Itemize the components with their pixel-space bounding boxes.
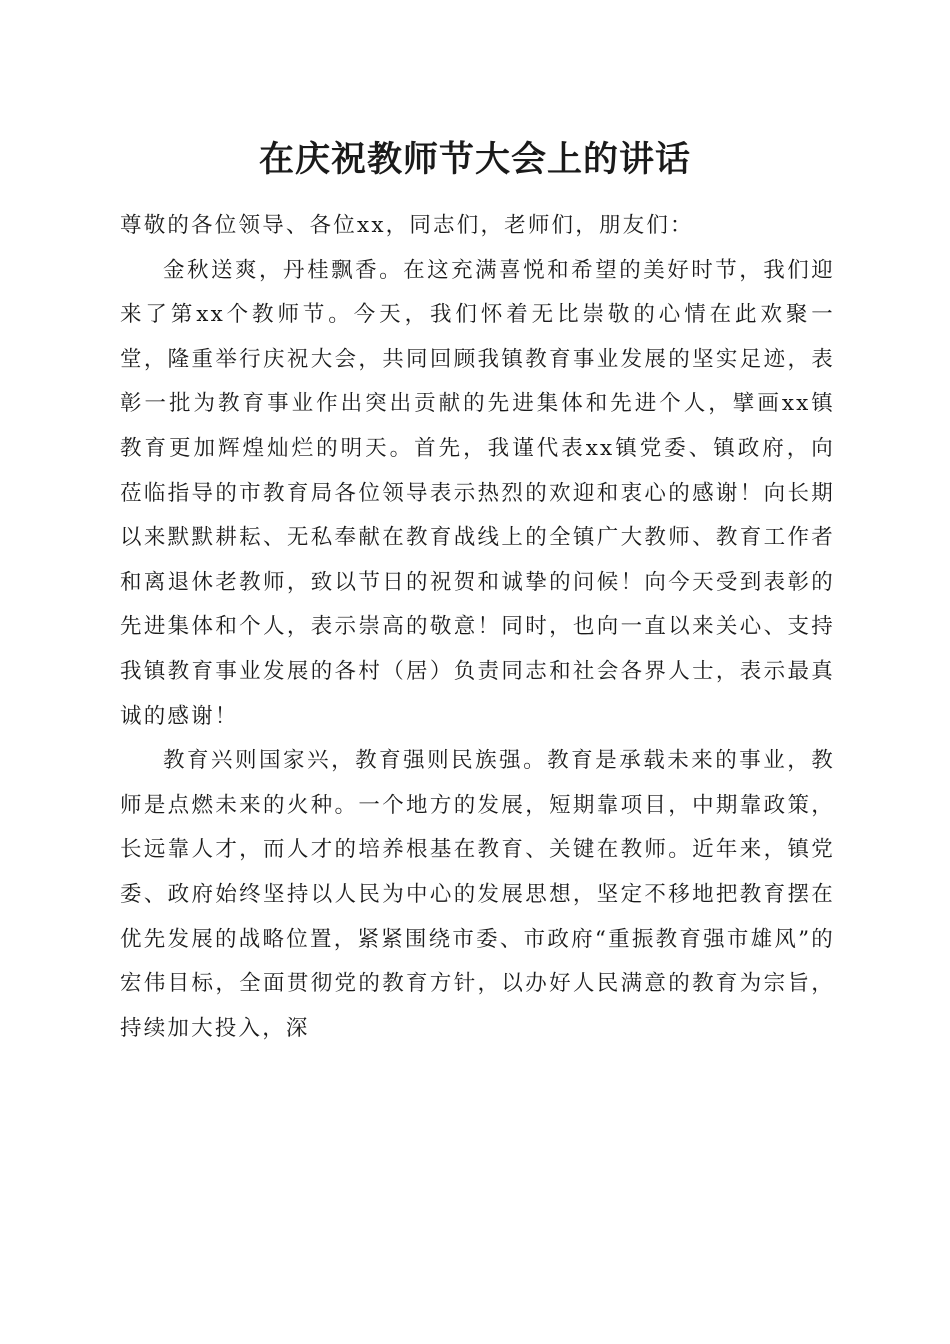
paragraph-2: 教育兴则国家兴，教育强则民族强。教育是承载未来的事业，教师是点燃未来的火种。一个地方的发展，短期靠项目，中期靠政策，长远靠人才，而人才的培养根基在教育、关键在教师。近年来，镇党委、政府始终坚持以人民为中心的发展思想，坚定不移地把教育摆在优先发展的战略位置，紧紧围绕市委、市政府“重振教育强市雄风”的宏伟目标，全面贯彻党的教育方针，以办好人民满意的教育为宗旨，持续加大投入，深 bbox=[120, 748, 835, 1041]
document-title: 在庆祝教师节大会上的讲话 bbox=[258, 139, 691, 180]
salutation: 尊敬的各位领导、各位xx，同志们，老师们，朋友们： bbox=[120, 213, 694, 238]
paragraph-1: 金秋送爽，丹桂飘香。在这充满喜悦和希望的美好时节，我们迎来了第xx个教师节。今天，我们怀着无比崇敬的心情在此欢聚一堂，隆重举行庆祝大会，共同回顾我镇教育事业发展的坚实足迹，表彰一批为教育事业作出突出贡献的先进集体和先进个人，擘画xx镇教育更加辉煌灿烂的明天。首先，我谨代表xx镇党委、镇政府，向莅临指导的市教育局各位领导表示热烈的欢迎和衷心的感谢！向长期以来默默耕耘、无私奉献在教育战线上的全镇广大教师、教育工作者和离退休老教师，致以节日的祝贺和诚挚的问候！向今天受到表彰的先进集体和个人，表示崇高的敬意！同时，也向一直以来关心、支持我镇教育事业发展的各村（居）负责同志和社会各界人士，表示最真诚的感谢！ bbox=[120, 257, 835, 729]
document-body bbox=[120, 204, 835, 1051]
